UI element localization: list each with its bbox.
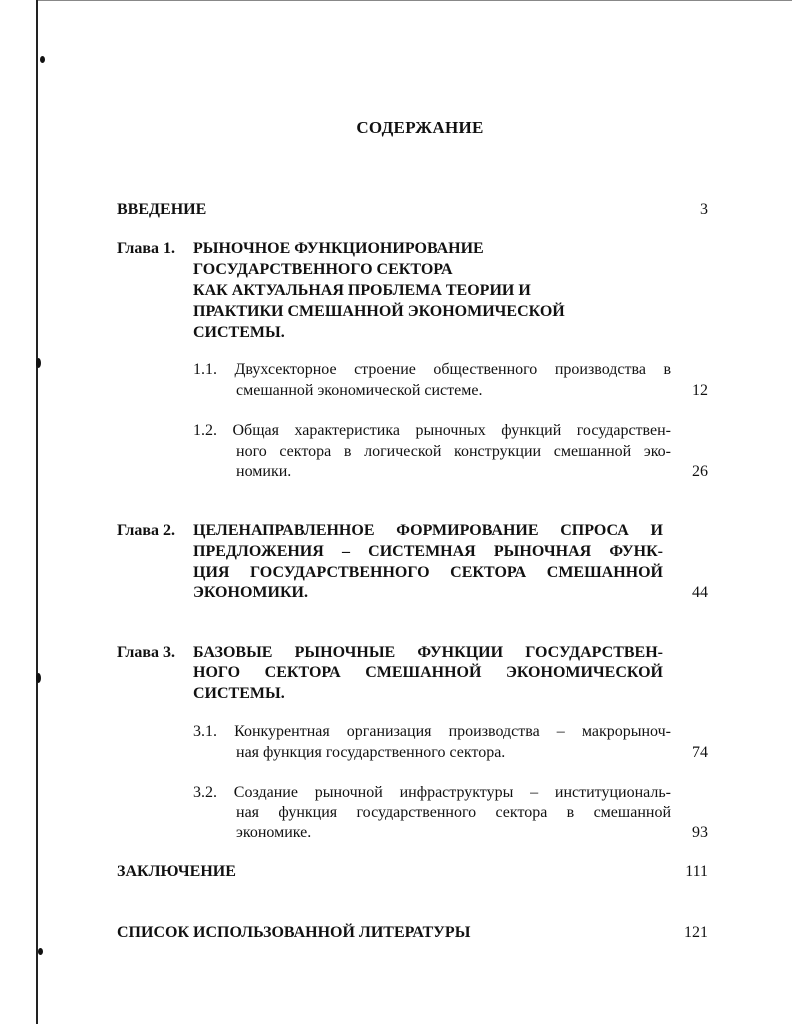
toc-section-1-2-line: номики. [236,463,292,480]
toc-conclusion-page: 111 [685,863,708,880]
toc-section-1-1-line: 1.1. Двухсекторное строение общественного производства в [193,361,671,378]
toc-section-3-1-line: ная функция государственного сектора. [236,744,506,761]
toc-section-3-1-line: 3.1. Конкурентная организация производства – макрорыноч- [193,723,671,740]
toc-intro-page: 3 [700,201,708,218]
toc-references-page: 121 [684,924,708,941]
toc-section-3-1-page: 74 [692,744,708,761]
toc-section-1-1-page: 12 [692,382,708,399]
scan-speck [38,948,43,955]
scan-top-edge [36,0,792,1]
toc-section-1-1-line: смешанной экономической системе. [236,382,483,399]
toc-chapter2-title-line: ПРЕДЛОЖЕНИЯ – СИСТЕМНАЯ РЫНОЧНАЯ ФУНК- [193,543,663,560]
toc-section-1-2-page: 26 [692,463,708,480]
toc-chapter2-title-line: ЦЕЛЕНАПРАВЛЕННОЕ ФОРМИРОВАНИЕ СПРОСА И [193,522,663,539]
toc-intro-label: ВВЕДЕНИЕ [117,201,207,218]
toc-chapter3-title-line: СИСТЕМЫ. [193,685,285,702]
toc-chapter3-label: Глава 3. [117,644,175,661]
toc-section-3-2-page: 93 [692,824,708,841]
toc-section-1-2-line: 1.2. Общая характеристика рыночных функций государствен- [193,422,671,439]
scan-speck [36,358,41,368]
toc-chapter3-title-line: БАЗОВЫЕ РЫНОЧНЫЕ ФУНКЦИИ ГОСУДАРСТВЕН- [193,644,663,661]
toc-chapter1-title-line: РЫНОЧНОЕ ФУНКЦИОНИРОВАНИЕ [193,240,484,257]
toc-chapter1-title-line: ГОСУДАРСТВЕННОГО СЕКТОРА [193,261,453,278]
toc-section-1-2-line: ного сектора в логической конструкции смешанной эко- [236,443,671,460]
toc-chapter2-title-line: ЭКОНОМИКИ. [193,584,308,601]
toc-chapter3-title-line: НОГО СЕКТОРА СМЕШАННОЙ ЭКОНОМИЧЕСКОЙ [193,664,663,681]
toc-chapter2-label: Глава 2. [117,522,175,539]
toc-conclusion-label: ЗАКЛЮЧЕНИЕ [117,863,236,880]
toc-chapter1-title-line: СИСТЕМЫ. [193,324,285,341]
scan-speck [40,56,45,63]
toc-chapter2-page: 44 [692,584,708,601]
toc-chapter2-title-line: ЦИЯ ГОСУДАРСТВЕННОГО СЕКТОРА СМЕШАННОЙ [193,564,663,581]
toc-section-3-2-line: экономике. [236,824,312,841]
page-title: СОДЕРЖАНИЕ [356,118,484,137]
toc-chapter1-label: Глава 1. [117,240,175,257]
scan-speck [36,673,41,683]
toc-references-label: СПИСОК ИСПОЛЬЗОВАННОЙ ЛИТЕРАТУРЫ [117,924,471,941]
toc-chapter1-title-line: КАК АКТУАЛЬНАЯ ПРОБЛЕМА ТЕОРИИ И [193,282,531,299]
scan-left-edge [36,0,38,1024]
toc-section-3-2-line: 3.2. Создание рыночной инфраструктуры – институциональ- [193,784,671,801]
toc-section-3-2-line: ная функция государственного сектора в смешанной [236,804,671,821]
toc-chapter1-title-line: ПРАКТИКИ СМЕШАННОЙ ЭКОНОМИЧЕСКОЙ [193,303,565,320]
